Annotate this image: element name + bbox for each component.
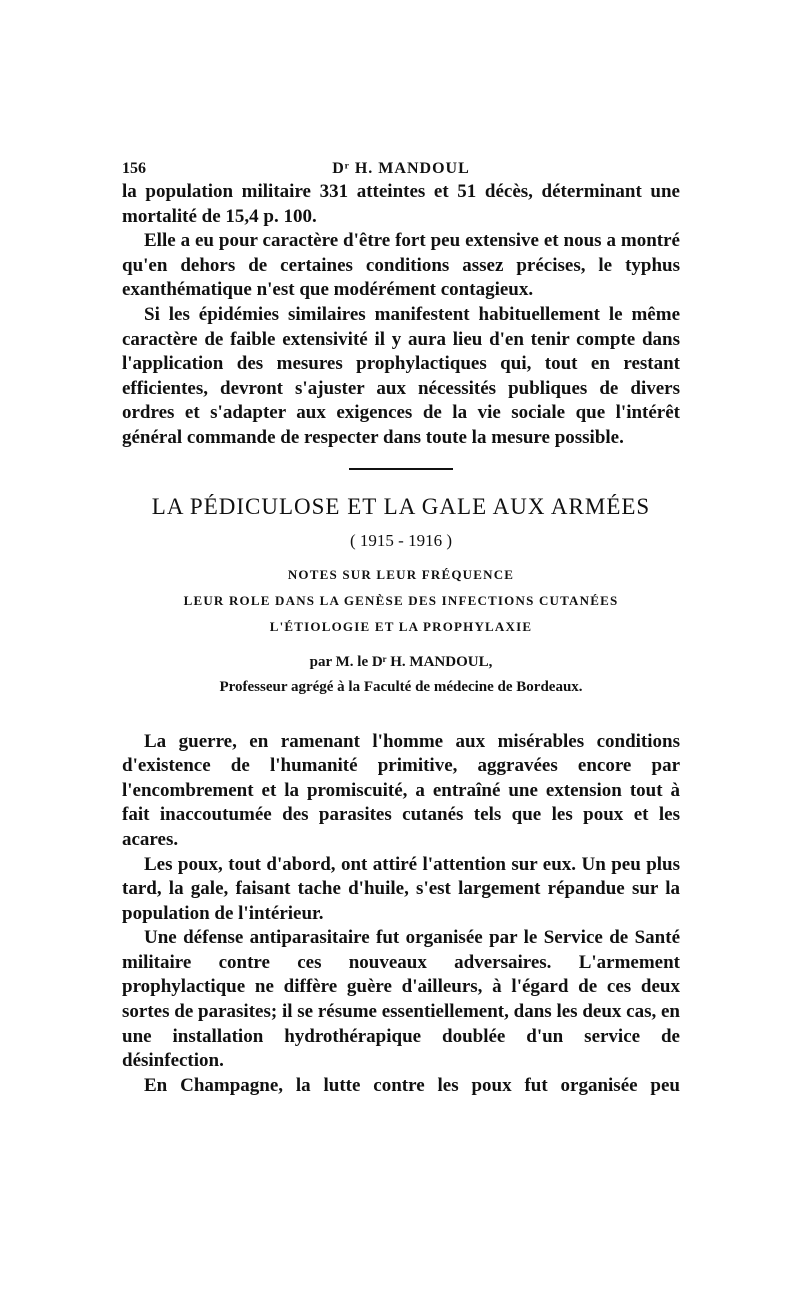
article-title: LA PÉDICULOSE ET LA GALE AUX ARMÉES — [151, 493, 651, 519]
paragraph: la population militaire 331 atteintes et 51 décès, déterminant une mortalité de 15,4 p. 100. — [122, 181, 680, 227]
running-header — [122, 152, 680, 178]
previous-article-text — [122, 180, 680, 451]
article-dates: ( 1915 - 1916 ) — [350, 530, 452, 550]
paragraph: Si les épidémies similaires manifestent habituellement le même caractère de faible extensivité il y aura lieu d'en tenir compte dans l'application des mesures prophylactiques qui, tout en restant efficientes, devront s'ajuster aux nécessités publiques de divers ordres et s'adapter aux exigences de la vie sociale que l'intérêt général commande de respecter dans toute la mesure possible. — [122, 303, 680, 448]
paragraph: La guerre, en ramenant l'homme aux misérables conditions d'existence de l'humanité primitive, aggravées encore par l'encombrement et la promiscuité, a entraîné une extension tout à fait inaccoutumée des parasites cutanés tels que les poux et les acares. — [122, 730, 680, 850]
paragraph: En Champagne, la lutte contre les poux fut organisée peu — [144, 1074, 680, 1096]
paragraph: Elle a eu pour caractère d'être fort peu extensive et nous a montré qu'en dehors de certaines conditions assez précises, le typhus exanthématique n'est que modérément contagieux. — [122, 230, 680, 301]
page-number: 156 — [122, 160, 146, 177]
subtitle-line: NOTES SUR LEUR FRÉQUENCE — [287, 566, 515, 582]
paragraph: Une défense antiparasitaire fut organisée par le Service de Santé militaire contre ces nouveaux adversaires. L'armement prophylactique ne diffère guère d'ailleurs, à l'égard de ces deux sortes de parasites; il se résume essentiellement, dans les deux cas, en une installation hydrothérapique doublée d'un service de désinfection. — [122, 927, 680, 1072]
section-divider — [349, 468, 453, 470]
article-body — [122, 730, 680, 1099]
subtitle-line: L'ÉTIOLOGIE ET LA PROPHYLAXIE — [269, 618, 533, 634]
paragraph: Les poux, tout d'abord, ont attiré l'attention sur eux. Un peu plus tard, la gale, faisant tache d'huile, s'est largement répandue sur la population de l'intérieur. — [122, 853, 680, 924]
author-byline: par M. le Dʳ H. MANDOUL, — [309, 653, 493, 670]
author-affiliation: Professeur agrégé à la Faculté de médecine de Bordeaux. — [219, 678, 583, 695]
subtitle-line: LEUR ROLE DANS LA GENÈSE DES INFECTIONS CUTANÉES — [183, 592, 619, 608]
document-page — [122, 152, 680, 1098]
running-title: Dʳ H. MANDOUL — [332, 160, 470, 177]
article-subtitle — [122, 562, 680, 640]
